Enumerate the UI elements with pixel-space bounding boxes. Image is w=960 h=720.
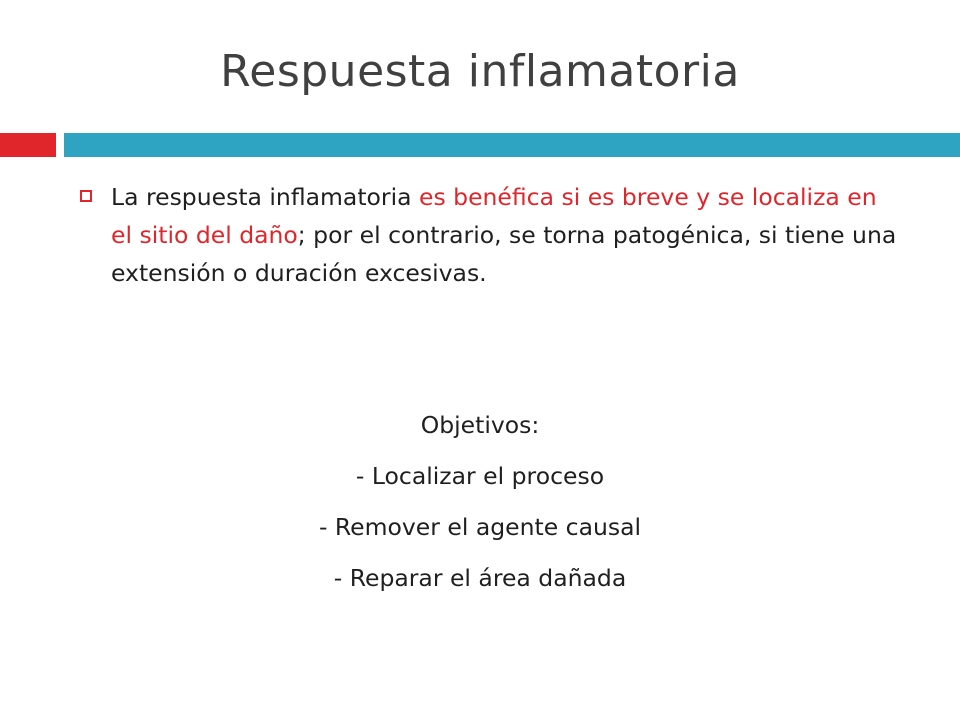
accent-bar-blue: [64, 133, 960, 157]
hollow-square-bullet-icon: [80, 190, 92, 202]
objective-item-2: - Remover el agente causal: [318, 513, 642, 541]
slide-title: Respuesta inflamatoria: [220, 46, 740, 97]
accent-bar-red: [0, 133, 56, 157]
bullet-text-rest: ; por el contrario, se torna patogénica, si tiene una extensión o duración excesivas.: [111, 221, 897, 287]
objective-item-1: - Localizar el proceso: [355, 462, 605, 490]
bullet-text-highlight: es benéfica si es breve y se localiza en el sitio del daño: [111, 183, 877, 249]
objective-item-3: - Reparar el área dañada: [333, 564, 627, 592]
objectives-heading: Objetivos:: [420, 411, 540, 439]
bullet-text-intro: La respuesta inflamatoria: [111, 183, 419, 211]
objectives-block: [0, 400, 960, 604]
bullet-paragraph: [111, 178, 901, 292]
